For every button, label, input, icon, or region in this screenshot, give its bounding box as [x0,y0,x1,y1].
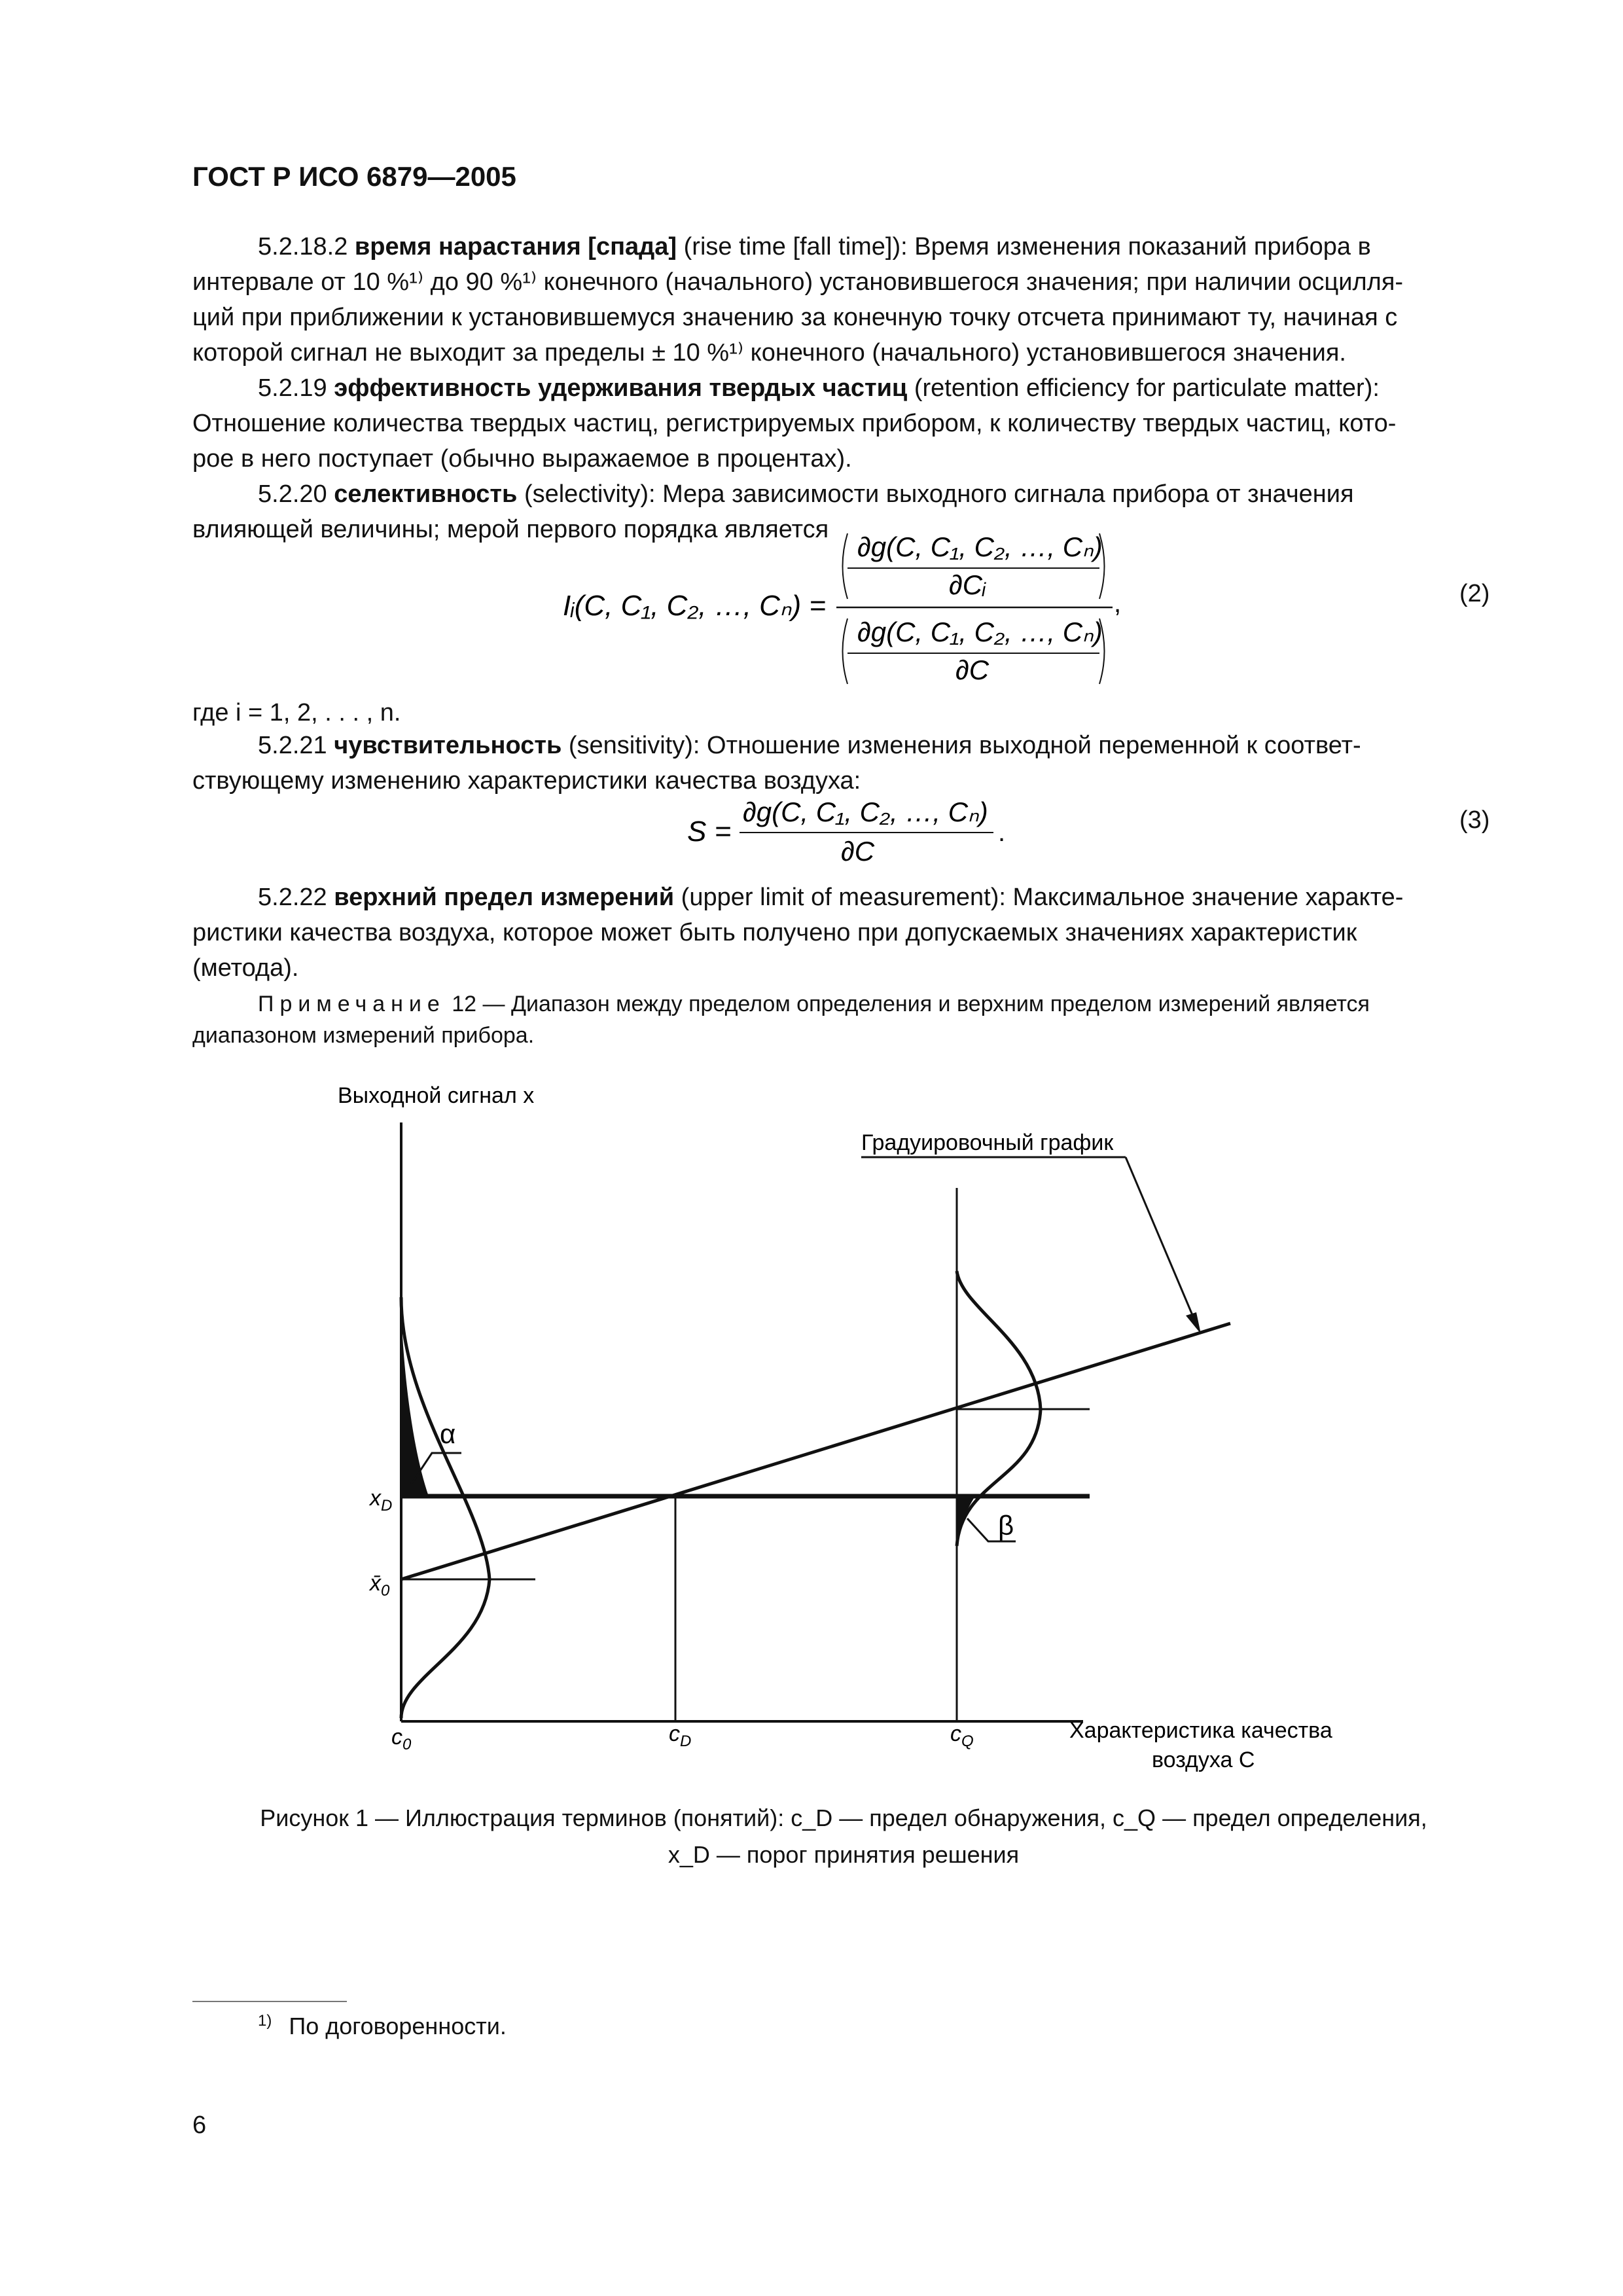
cd-label: $c_D$ [669,1721,692,1750]
cq-label: $c_Q$ [950,1721,974,1750]
text-line: влияющей величины; мерой первого порядка является [192,516,829,543]
text: (retention efficiency for particulate matter): [914,374,1380,402]
eq-den: ∂C [841,836,875,867]
text: (rise time [fall time]): Время изменения показаний прибора в [683,233,1371,260]
figure-caption-line1: Рисунок 1 — Иллюстрация терминов (понятий): c_D — предел обнаружения, c_Q — предел определения, [260,1804,1427,1831]
y-axis-label: Выходной сигнал x [338,1083,535,1108]
svg-text:,: , [1114,589,1122,618]
text-line: ций при приближении к установившемуся значению за конечную точку отсчета принимают ту, начиная с [192,304,1398,331]
text-line: рое в него поступает (обычно выражаемое в процентах). [192,445,852,473]
footnote-text: По договоренности. [289,2013,507,2039]
x-axis-label-line2: воздуха C [1152,1748,1255,1772]
equation-3 [681,792,1047,870]
paren-left [843,619,848,684]
distribution-curve-c0 [401,1297,490,1718]
note-12 [192,988,1495,1020]
eq-den-bot: ∂C [955,655,990,685]
text-line: ствующему изменению характеристики качества воздуха: [192,767,861,795]
equation-2 [550,517,1204,687]
figure-1 [0,1060,1623,1806]
text: (selectivity): Мера зависимости выходного сигнала прибора от значения [524,480,1354,508]
where-clause: где i = 1, 2, . . . , n. [192,699,401,726]
text-line: интервале от 10 %¹⁾ до 90 %¹⁾ конечного (начального) установившегося значения; при наличии осцилля- [192,268,1404,296]
x0-label: $x̄_0$ [370,1571,390,1600]
section-5-2-22 [192,880,1495,915]
eq-num-bot: ∂g(C, C₁, C₂, …, Cₙ) [857,617,1103,647]
c0-label: $c_0$ [391,1725,412,1753]
eq-lhs: Iᵢ(C, C₁, C₂, …, Cₙ) = [563,590,827,622]
section-number: 5.2.19 [258,374,327,402]
note-label: Примечание [258,992,446,1016]
document-header: ГОСТ Р ИСО 6879—2005 [192,161,516,192]
section-5-2-19 [192,370,1495,406]
calibration-line [401,1323,1230,1579]
eq-lhs: S = [687,816,732,848]
note-text-line: диапазоном измерений прибора. [192,1023,535,1048]
x-axis-label-line1: Характеристика качества [1069,1718,1332,1743]
eq-num-top: ∂g(C, C₁, C₂, …, Cₙ) [857,531,1103,562]
note-number: 12 [452,992,477,1016]
label-leader [1126,1157,1198,1327]
footnote-divider [192,2001,347,2002]
alpha-area [401,1297,429,1496]
paren-left [843,533,848,599]
text: (sensitivity): Отношение изменения выходной переменной к соответ- [568,732,1361,759]
figure-caption-line2: x_D — порог принятия решения [668,1841,1020,1868]
svg-text:.: . [998,818,1006,847]
text-line: Отношение количества твердых частиц, регистрируемых прибором, к количеству твердых частиц, кото- [192,410,1397,437]
note-text: — Диапазон между пределом определения и верхним пределом измерений является [482,992,1370,1016]
term: время нарастания [спада] [354,233,677,260]
page-number: 6 [192,2111,207,2139]
arrow-head [1186,1312,1201,1334]
text: (upper limit of measurement): Максимальное значение характе- [681,884,1404,911]
footnote [258,2012,507,2040]
term: эффективность удерживания твердых частиц [334,374,908,402]
beta-label: β [998,1510,1014,1541]
alpha-label: α [440,1418,456,1449]
term: селективность [334,480,518,508]
term: чувствительность [334,732,562,759]
section-number: 5.2.20 [258,480,327,508]
eq-num: ∂g(C, C₁, C₂, …, Cₙ) [743,797,988,827]
text-line: которой сигнал не выходит за пределы ± 10 %¹⁾ конечного (начального) установившегося значения. [192,339,1346,367]
text-line: ристики качества воздуха, которое может быть получено при допускаемых значениях характеристик [192,919,1357,946]
equation-number: (2) [1459,580,1490,607]
eq-den-top: ∂Cᵢ [949,569,986,600]
xd-label: $x_D$ [370,1486,393,1515]
equation-number: (3) [1459,806,1490,834]
section-5-2-21 [192,728,1495,763]
section-number: 5.2.21 [258,732,327,759]
section-5-2-20 [192,476,1495,512]
term: верхний предел измерений [334,884,675,911]
footnote-mark: 1) [258,2012,272,2030]
text-line: (метода). [192,954,299,982]
section-number: 5.2.22 [258,884,327,911]
section-number: 5.2.18.2 [258,233,348,260]
section-5-2-18-2 [192,229,1495,264]
calibration-curve-label: Градуировочный график [861,1130,1114,1155]
